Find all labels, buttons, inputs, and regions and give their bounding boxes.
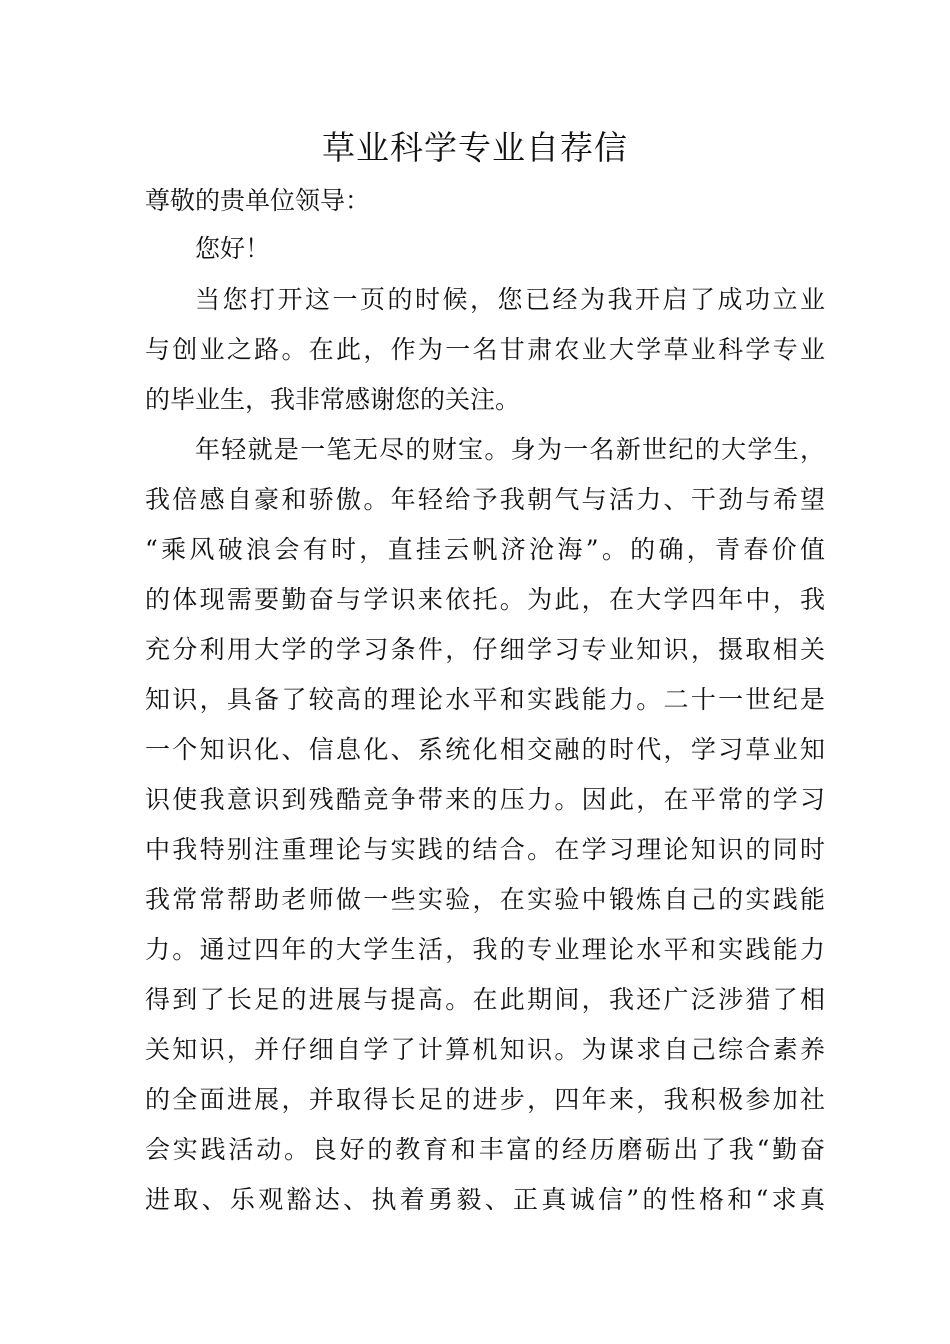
- body-line: 年轻就是一笔无尽的财宝。身为一名新世纪的大学生，: [195, 435, 825, 464]
- salutation: 尊敬的贵单位领导：: [145, 186, 371, 215]
- body-line: 一个知识化、信息化、系统化相交融的时代，学习草业知: [145, 735, 825, 764]
- body-line: 会实践活动。良好的教育和丰富的经历磨砺出了我“勤奋: [145, 1135, 825, 1164]
- body-line: 力。通过四年的大学生活，我的专业理论水平和实践能力: [145, 935, 825, 964]
- body-line: 关知识，并仔细自学了计算机知识。为谋求自己综合素养: [145, 1035, 825, 1064]
- greeting: 您好！: [195, 234, 271, 263]
- body-line: 的全面进展，并取得长足的进步，四年来，我积极参加社: [145, 1085, 825, 1114]
- body-line: 充分利用大学的学习条件，仔细学习专业知识，摄取相关: [145, 635, 825, 664]
- body-line: 当您打开这一页的时候，您已经为我开启了成功立业: [195, 285, 825, 314]
- body-line: 中我特别注重理论与实践的结合。在学习理论知识的同时: [145, 835, 825, 864]
- body-line: 的毕业生，我非常感谢您的关注。: [145, 385, 521, 414]
- body-line: 进取、乐观豁达、执着勇毅、正真诚信”的性格和“求真: [145, 1185, 825, 1214]
- body-line: 识使我意识到残酷竞争带来的压力。因此，在平常的学习: [145, 785, 825, 814]
- body-line: 的体现需要勤奋与学识来依托。为此，在大学四年中，我: [145, 585, 825, 614]
- body-line: 我倍感自豪和骄傲。年轻给予我朝气与活力、干劲与希望: [145, 485, 825, 514]
- body-line: 我常常帮助老师做一些实验，在实验中锻炼自己的实践能: [145, 885, 825, 914]
- body-line: 与创业之路。在此，作为一名甘肃农业大学草业科学专业: [145, 335, 825, 364]
- body-line: 知识，具备了较高的理论水平和实践能力。二十一世纪是: [145, 685, 825, 714]
- document-title: 草业科学专业自荐信: [322, 128, 628, 167]
- body-line: “乘风破浪会有时，直挂云帆济沧海”。的确，青春价值: [145, 535, 825, 564]
- body-line: 得到了长足的进展与提高。在此期间，我还广泛涉猎了相: [145, 985, 825, 1014]
